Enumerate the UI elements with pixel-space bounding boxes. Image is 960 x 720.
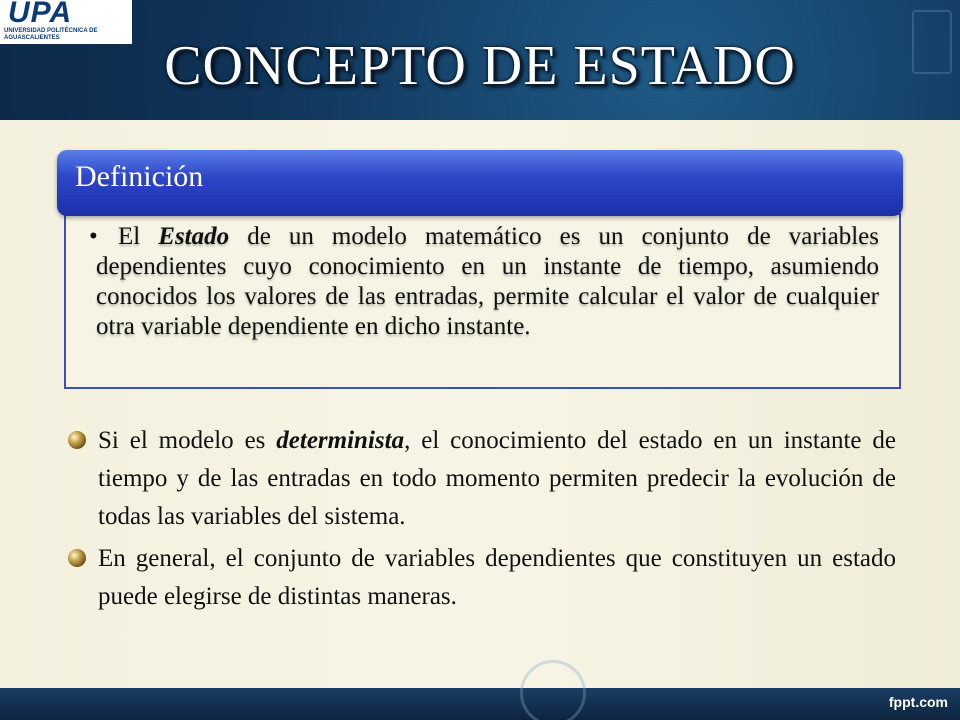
logo-institution: UNIVERSIDAD POLITÉCNICA DE AGUASCALIENTES: [4, 28, 98, 41]
watermark: fppt.com: [888, 694, 948, 710]
definition-bullet: •: [89, 223, 98, 250]
footer-band: [0, 688, 960, 720]
logo-brand: UPA: [8, 0, 73, 29]
bullet-text: En general, el conjunto de variables dependientes que constituyen un estado puede elegirse de distintas maneras.: [98, 545, 896, 610]
slide-title: CONCEPTO DE ESTADO: [164, 35, 796, 97]
decorative-swirl: [520, 660, 586, 720]
definition-header-text: Definición: [75, 160, 204, 193]
bullet-item: [66, 540, 896, 616]
bullet-orb-icon: [68, 431, 86, 449]
bullet-text: Si el modelo es determinista, el conocimiento del estado en un instante de tiempo y de las entradas en todo momento permiten predecir la evolución de todas las variables del sistema.: [98, 427, 896, 530]
bullet-item: [66, 422, 896, 536]
definition-body: El Estado de un modelo matemático es un conjunto de variables dependientes cuyo conocimiento en un instante de tiempo, asumiendo conocidos los valores de las entradas, permite calcular el valor de cualquier otra variable dependiente en dicho instante.: [96, 223, 880, 340]
bullet-orb-icon: [68, 549, 86, 567]
bullet-list: [66, 422, 896, 620]
header-band: [0, 0, 960, 120]
